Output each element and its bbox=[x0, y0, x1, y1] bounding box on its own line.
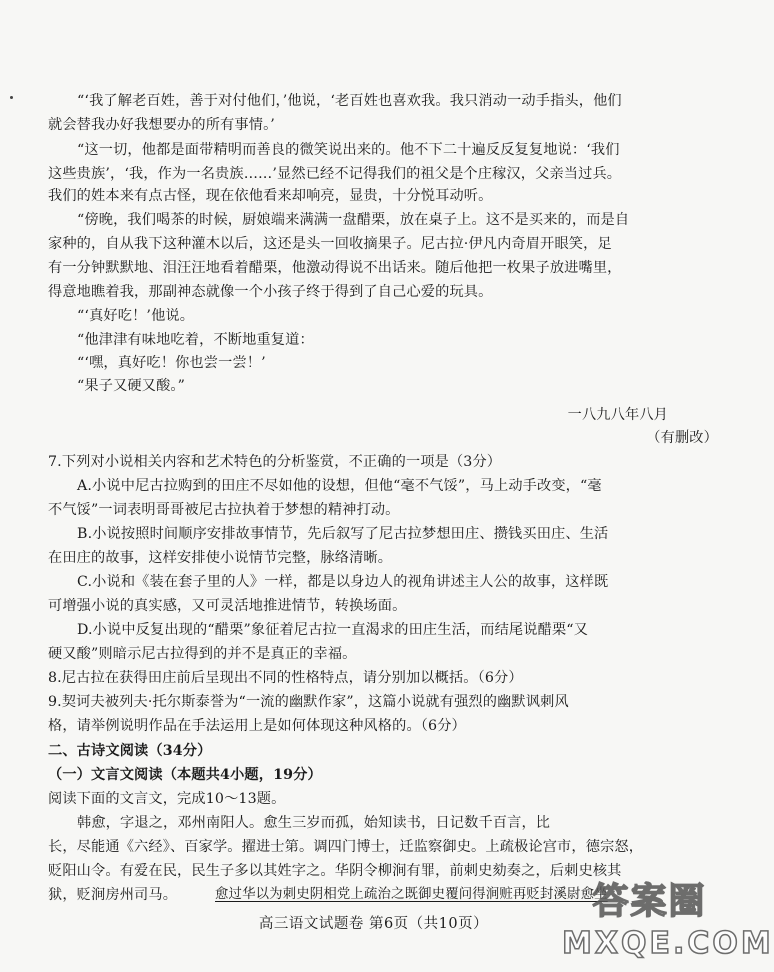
text-line: “‘我了解老百姓，善于对付他们，’他说，‘老百姓也喜欢我。我只消动一动手指头，他们 bbox=[77, 93, 622, 109]
text-line: “‘嘿，真好吃！你也尝一尝！’ bbox=[77, 355, 266, 371]
subsection-heading: （一）文言文阅读（本题共4小题，19分） bbox=[48, 767, 322, 783]
classical-text-line: 韩愈，字退之，邓州南阳人。愈生三岁而孤，始知读书，日记数千百言，比 bbox=[77, 815, 551, 831]
option-a-cont: 不气馁”一词表明哥哥被尼古拉执着于梦想的精神打动。 bbox=[48, 502, 400, 518]
page-footer: 高三语文试题卷 第6页（共10页） bbox=[258, 916, 489, 932]
question-9-cont: 格，请举例说明作品在手法运用上是如何体现这种风格的。（6分） bbox=[48, 718, 466, 734]
text-line: 得意地瞧着我，那副神态就像一个小孩子终于得到了自己心爱的玩具。 bbox=[48, 284, 493, 300]
text-line: “果子又硬又酸。” bbox=[77, 378, 186, 394]
text-line: “‘真好吃！’他说。 bbox=[77, 308, 195, 324]
text-line: 家种的，自从我下这种灌木以后，这还是头一回收摘果子。尼古拉·伊凡内奇眉开眼笑，足 bbox=[48, 236, 612, 252]
watermark-bottom-text: MXQE.COM bbox=[562, 926, 774, 961]
classical-text-line: 狱，贬涧房州司马。 bbox=[48, 887, 178, 903]
option-d-cont: 硬又酸”则暗示尼古拉得到的并不是真正的幸福。 bbox=[48, 646, 357, 662]
option-d: D.小说中反复出现的“醋栗”象征着尼古拉一直渴求的田庄生活，而结尾说醋栗“又 bbox=[77, 622, 589, 638]
text-line: 这些贵族’，‘我，作为一名贵族……’显然已经不记得我们的祖父是个庄稼汉，父亲当过兵。 bbox=[48, 166, 622, 182]
option-b: B.小说按照时间顺序安排故事情节，先后叙写了尼古拉梦想田庄、攒钱买田庄、生活 bbox=[77, 526, 609, 542]
text-line: “这一切，他都是面带精明而善良的微笑说出来的。他不下二十遍反反复复地说：‘我们 bbox=[77, 142, 620, 158]
question-9: 9.契诃夫被列夫·托尔斯泰誉为“一流的幽默作家”，这篇小说就有强烈的幽默讽刺风 bbox=[48, 694, 569, 710]
text-line: 我们的姓本来有点古怪，现在依他看来却响亮，显贵，十分悦耳动听。 bbox=[48, 188, 493, 204]
text-line: 就会替我办好我想要办的所有事情。’ bbox=[48, 117, 275, 133]
text-note: （有删改） bbox=[646, 430, 718, 446]
classical-text-line: 长，尽能通《六经》、百家学。擢进士第。调四门博士，迁监察御史。上疏极论宫市，德宗怒， bbox=[48, 839, 644, 855]
text-line: 有一分钟默默地、泪汪汪地看着醋栗，他激动得说不出话来。随后他把一枚果子放进嘴里， bbox=[48, 260, 622, 276]
text-line: “傍晚，我们喝茶的时候，厨娘端来满满一盘醋栗，放在桌子上。这不是买来的，而是自 bbox=[77, 212, 630, 228]
text-date: 一八九八年八月 bbox=[567, 407, 668, 423]
option-a: A.小说中尼古拉购到的田庄不尽如他的设想，但他“毫不气馁”，马上动手改变，“毫 bbox=[77, 478, 602, 494]
underlined-passage: 愈过华以为刺史阴相党上疏治之既御史覆问得涧赃再贬封溪尉愈坐 bbox=[215, 887, 608, 902]
text-line: “他津津有味地吃着，不断地重复道： bbox=[77, 332, 314, 348]
option-c-cont: 可增强小说的真实感，又可灵活地推进情节，转换场面。 bbox=[48, 598, 407, 614]
question-7: 7.下列对小说相关内容和艺术特色的分析鉴赏，不正确的一项是（3分） bbox=[48, 454, 502, 470]
option-c: C.小说和《装在套子里的人》一样，都是以身边人的视角讲述主人公的故事，这样既 bbox=[77, 574, 609, 590]
section-heading: 二、古诗文阅读（34分） bbox=[48, 743, 212, 759]
watermark-top-text: 答案圈 bbox=[592, 881, 707, 922]
option-b-cont: 在田庄的故事，这样安排使小说情节完整，脉络清晰。 bbox=[48, 550, 393, 566]
classical-text-line: 贬阳山令。有爱在民，民生子多以其姓字之。华阴令柳涧有罪，前刺史劾奏之，后刺史核其 bbox=[48, 863, 622, 879]
scan-speck bbox=[10, 96, 13, 99]
question-8: 8.尼古拉在获得田庄前后呈现出不同的性格特点，请分别加以概括。（6分） bbox=[48, 670, 523, 686]
instruction: 阅读下面的文言文，完成10～13题。 bbox=[48, 791, 286, 807]
watermark-logo bbox=[562, 880, 774, 966]
